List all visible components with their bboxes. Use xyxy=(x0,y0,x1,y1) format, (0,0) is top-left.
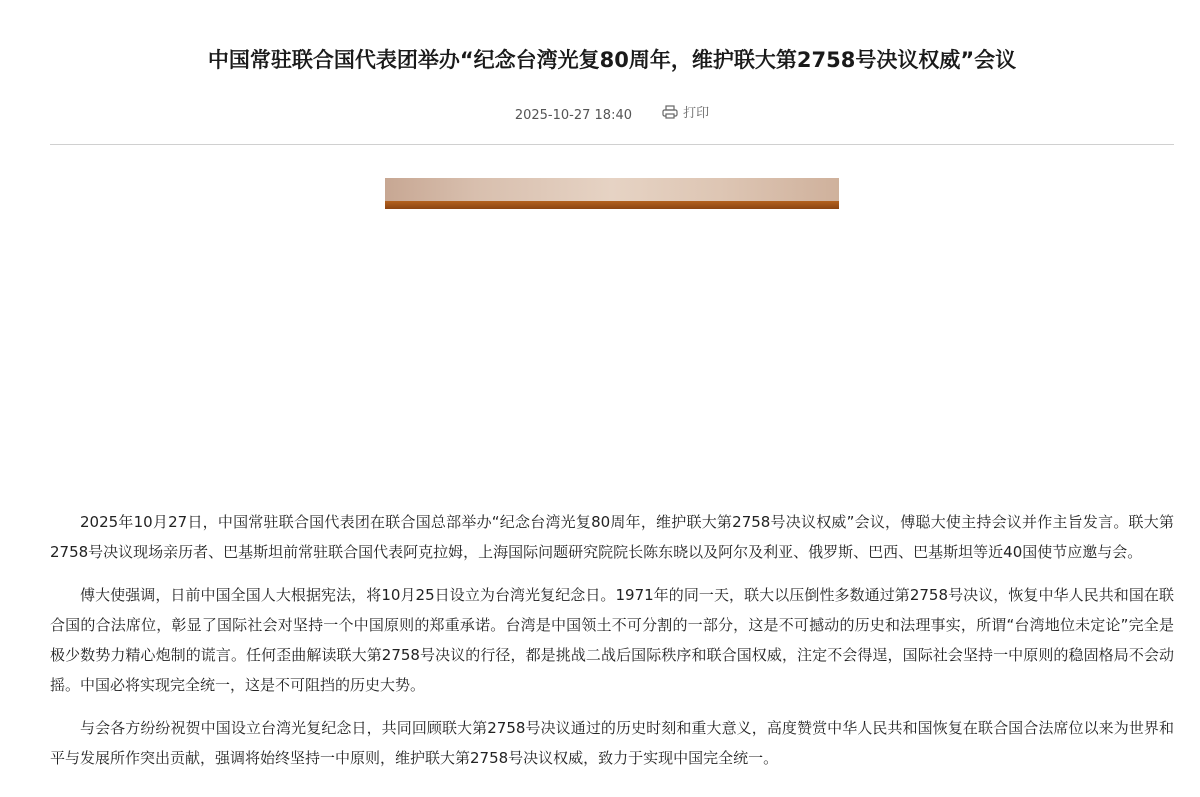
photo-table-edge xyxy=(385,201,839,209)
article-photo xyxy=(385,178,839,209)
publish-date: 2025-10-27 18:40 xyxy=(514,107,632,123)
article-body xyxy=(50,507,1174,786)
printer-icon xyxy=(662,105,678,119)
paragraph: 傅大使强调，日前中国全国人大根据宪法，将10月25日设立为台湾光复纪念日。1971年的同一天，联大以压倒性多数通过第2758号决议，恢复中华人民共和国在联合国的合法席位，彰显了国际社会对坚持一个中国原则的郑重承诺。台湾是中国领土不可分割的一部分，这是不可撼动的历史和法理事实，所谓“台湾地位未定论”完全是极少数势力精心炮制的谎言。任何歪曲解读联大第2758号决议的行径，都是挑战二战后国际秩序和联合国权威，注定不会得逞，国际社会坚持一中原则的稳固格局不会动摇。中国必将实现完全统一，这是不可阻挡的历史大势。 xyxy=(50,586,1174,694)
paragraph: 2025年10月27日，中国常驻联合国代表团在联合国总部举办“纪念台湾光复80周年，维护联大第2758号决议权威”会议，傅聪大使主持会议并作主旨发言。联大第2758号决议现场亲历者、巴基斯坦前常驻联合国代表阿克拉姆，上海国际问题研究院院长陈东晓以及阿尔及利亚、俄罗斯、巴西、巴基斯坦等近40国使节应邀与会。 xyxy=(50,513,1174,561)
print-label: 打印 xyxy=(683,106,710,121)
print-button[interactable] xyxy=(662,102,709,121)
header-divider xyxy=(50,144,1174,145)
paragraph: 与会各方纷纷祝贺中国设立台湾光复纪念日，共同回顾联大第2758号决议通过的历史时刻和重大意义，高度赞赏中华人民共和国恢复在联合国合法席位以来为世界和平与发展所作突出贡献，强调将始终坚持一中原则，维护联大第2758号决议权威，致力于实现中国完全统一。 xyxy=(50,719,1174,767)
article-meta xyxy=(0,102,1200,123)
photo-wall xyxy=(385,178,839,201)
article-title: 中国常驻联合国代表团举办“纪念台湾光复80周年，维护联大第2758号决议权威”会议 xyxy=(207,48,1017,73)
